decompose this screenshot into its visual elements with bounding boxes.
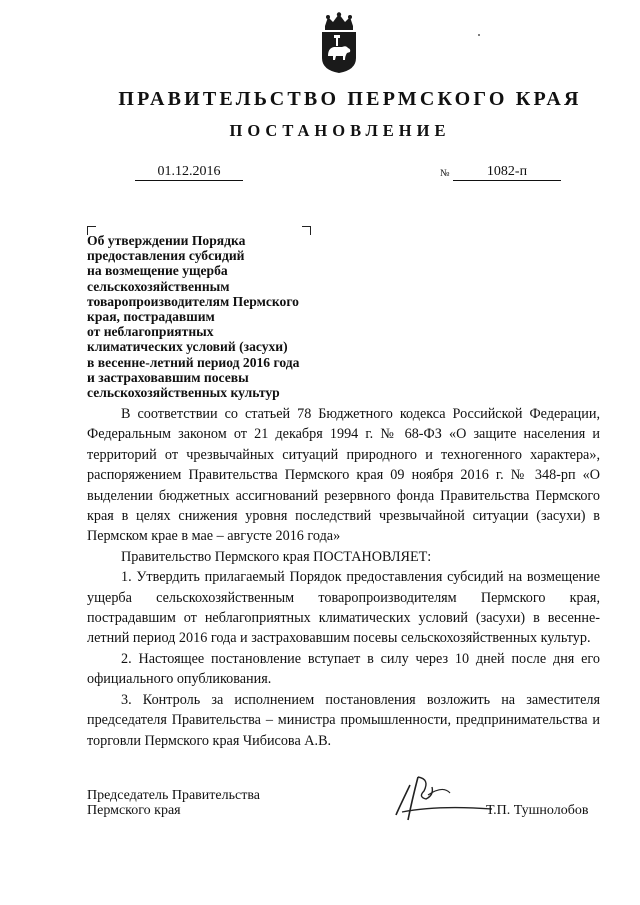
subject-line: товаропроизводителям Пермского [87,293,299,309]
subject-line: сельскохозяйственным [87,278,230,294]
clause-2: 2. Настоящее постановление вступает в силу через 10 дней после дня его официального опубликования. [87,650,600,688]
number-sign: № [440,168,450,179]
document-number: 1082-п [453,164,561,181]
signatory-position [87,788,260,819]
document-subject [87,233,347,400]
position-line: Председатель Правительства [87,788,260,803]
government-title: ПРАВИТЕЛЬСТВО ПЕРМСКОГО КРАЯ [118,88,582,110]
preamble-paragraph: В соответствии со статьей 78 Бюджетного кодекса Российской Федерации, Федеральным законом от 21 декабря 1994 г. № 68-ФЗ «О защите населения и территорий от чрезвычайных ситуаций природного и техногенного характера», распоряжением Правительства Пермского края 09 ноября 2016 г. № 348-рп «О выделении бюджетных ассигнований резервного фонда Правительства Пермского края в целях снижения уровня последствий чрезвычайной ситуации (засухи) в Пермском крае в мае – августе 2016 года» [87,406,600,545]
perm-coat-of-arms-icon [318,12,360,74]
clause-1: 1. Утвердить прилагаемый Порядок предоставления субсидий на возмещение ущерба сельскохозяйственным товаропроизводителям Пермского края, пострадавшим от неблагоприятных климатических условий (засухи) в весенне-летний период 2016 года и застраховавшим посевы сельскохозяйственных культур. [87,569,600,647]
handwritten-signature-icon [388,765,498,825]
document-body [87,404,600,751]
scan-speck [478,34,480,36]
position-line: Пермского края [87,803,181,819]
document-type: ПОСТАНОВЛЕНИЕ [229,121,451,140]
clause-3: 3. Контроль за исполнением постановления возложить на заместителя председателя Правительства – министра промышленности, предпринимательства и торговли Пермского края Чибисова А.В. [87,691,600,749]
document-date: 01.12.2016 [135,164,243,181]
subject-line: предоставления субсидий [87,248,245,264]
subject-line: от неблагоприятных [87,324,214,340]
resolution-paragraph: Правительство Пермского края ПОСТАНОВЛЯЕТ: [121,548,432,565]
subject-line: и застраховавшим посевы [87,369,249,385]
signatory-name: Т.П. Тушнолобов [486,803,589,818]
subject-line: сельскохозяйственных культур [87,385,280,401]
subject-line: Об утверждении Порядка [87,233,246,248]
subject-line: климатических условий (засухи) [87,339,288,355]
subject-line: на возмещение ущерба [87,263,228,279]
subject-line: в весенне-летний период 2016 года [87,354,300,370]
subject-line: края, пострадавшим [87,309,215,325]
